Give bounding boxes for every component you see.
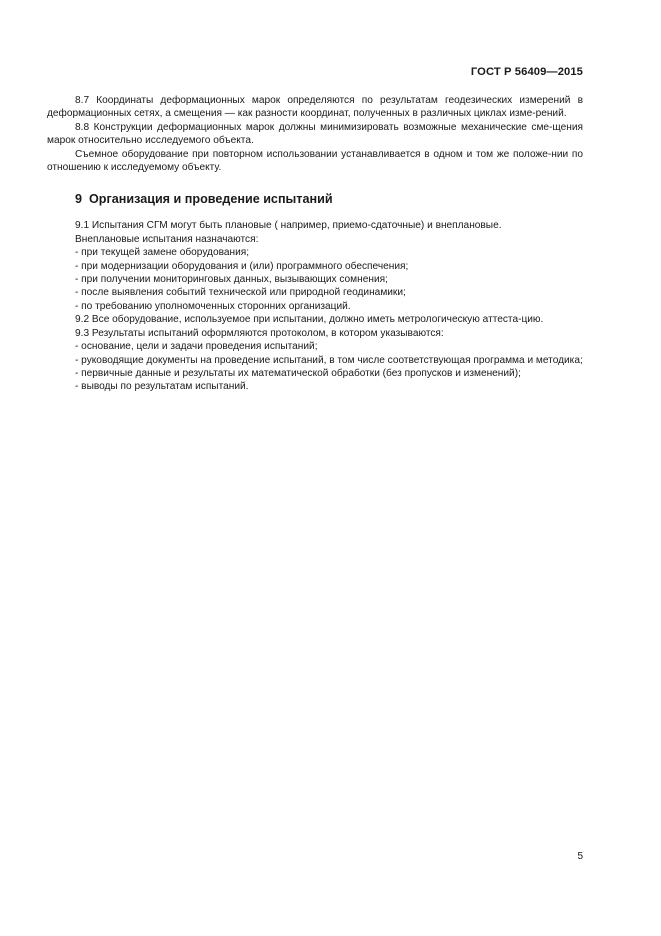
paragraph-8-8: 8.8 Конструкции деформационных марок должны минимизировать возможные механические сме-щения марок относительно исследуемого объекта. (47, 121, 583, 147)
section-9-heading (47, 192, 583, 207)
section-9-title: Организация и проведение испытаний (89, 192, 333, 207)
list-item: - первичные данные и результаты их математической обработки (без пропусков и изменений); (75, 367, 521, 379)
unplanned-tests-list (47, 246, 583, 313)
list-item: - при текущей замене оборудования; (75, 247, 250, 259)
section-9-number: 9 (75, 192, 83, 207)
paragraph-9-2: 9.2 Все оборудование, используемое при испытании, должно иметь метрологическую аттеста-цию. (75, 314, 544, 326)
list-item: - основание, цели и задачи проведения испытаний; (75, 341, 318, 353)
paragraph-9-1: 9.1 Испытания СГМ могут быть плановые ( например, приемо-сдаточные) и внеплановые. (75, 220, 502, 232)
document-code: ГОСТ Р 56409—2015 (470, 66, 583, 78)
unplanned-tests-intro: Внеплановые испытания назначаются: (75, 233, 259, 245)
document-body (47, 94, 583, 394)
paragraph-9-3: 9.3 Результаты испытаний оформляются протоколом, в котором указываются: (75, 327, 444, 339)
list-item: - руководящие документы на проведение испытаний, в том числе соответствующая программа и методика; (75, 354, 583, 366)
page-number: 5 (577, 851, 583, 862)
list-item: - при получении мониторинговых данных, вызывающих сомнения; (75, 274, 388, 286)
paragraph-8-7: 8.7 Координаты деформационных марок определяются по результатам геодезических измерений в деформационных сетях, а смещения — как разности координат, полученных в различных циклах изме-рений. (47, 95, 583, 120)
list-item: - после выявления событий технической или природной геодинамики; (75, 287, 406, 299)
list-item: - при модернизации оборудования и (или) программного обеспечения; (75, 260, 409, 272)
protocol-contents-list (47, 340, 583, 394)
paragraph-removable-equipment: Съемное оборудование при повторном использовании устанавливается в одном и том же положе-нии по отношению к исследуемому объекту. (47, 148, 583, 174)
list-item: - по требованию уполномоченных сторонних организаций. (75, 300, 351, 312)
list-item: - выводы по результатам испытаний. (75, 381, 249, 393)
